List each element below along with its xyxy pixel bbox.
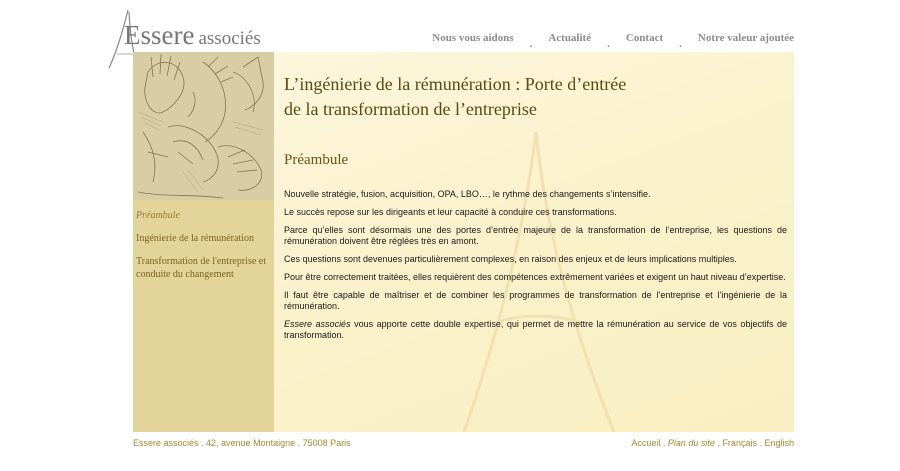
footer-separator: . (756, 438, 765, 448)
paragraph: Ces questions sont devenues particulièrement complexes, en raison des enjeux et de leurs implications multiples. (284, 254, 737, 264)
hands-sketch-image (133, 52, 274, 200)
paragraph (284, 319, 787, 341)
brand-name (124, 22, 261, 49)
side-nav-item-preambule[interactable]: Préambule (136, 210, 180, 221)
page-title-line-2: de la transformation de l’entreprise (284, 99, 537, 119)
side-nav (136, 209, 272, 291)
nav-item-notre-valeur-ajoutee[interactable]: Notre valeur ajoutée (697, 32, 794, 44)
page-title (284, 72, 784, 122)
nav-separator: . (679, 38, 682, 50)
footer-links (631, 438, 794, 448)
footer-address: Essere associés . 42, avenue Montaigne . 75008 Paris (133, 438, 351, 448)
top-nav (432, 32, 794, 50)
nav-item-contact[interactable]: Contact (625, 32, 664, 44)
side-nav-item-ingenierie[interactable]: Ingénierie de la rémunération (136, 233, 254, 244)
paragraph: Nouvelle stratégie, fusion, acquisition, OPA, LBO…, le rythme des changements s’intensifie. (284, 189, 651, 199)
paragraph: Pour être correctement traitées, elles requièrent des compétences extrêmement variées et exigent un haut niveau d’expertise. (284, 272, 786, 282)
paragraph: Il faut être capable de maîtriser et de combiner les programmes de transformation de l’entreprise et l’ingénierie de la rémunération. (284, 290, 787, 311)
side-nav-item-transformation[interactable]: Transformation de l'entreprise et conduite du changement (136, 256, 267, 280)
article-body (284, 189, 787, 348)
footer-link-home[interactable]: Accueil (631, 438, 661, 448)
company-name-emphasis: Essere associés (284, 319, 351, 329)
brand-title: Essere (124, 20, 195, 50)
sidebar (133, 52, 274, 432)
nav-item-nous-vous-aidons[interactable]: Nous vous aidons (432, 32, 514, 44)
nav-separator: . (529, 38, 533, 50)
footer-separator: . (660, 438, 668, 448)
footer-link-french[interactable]: Français (722, 438, 757, 448)
brand-suffix: associés (198, 28, 261, 49)
nav-item-actualite[interactable]: Actualité (548, 32, 592, 44)
footer-link-sitemap[interactable]: Plan du site (667, 438, 715, 448)
paragraph: Le succès repose sur les dirigeants et leur capacité à conduire ces transformations. (284, 207, 617, 217)
page-title-line-1: L’ingénierie de la rémunération : Porte d’entrée (284, 74, 627, 94)
paragraph: Parce qu’elles sont désormais une des portes d’entrée majeure de la transformation de l’entreprise, les questions de rémunération doivent être réglées très en amont. (284, 225, 787, 246)
closing-text: vous apporte cette double expertise, qui permet de mettre la rémunération au service de vos objectifs de transformation. (284, 319, 788, 340)
footer-link-english[interactable]: English (764, 438, 794, 448)
section-title: Préambule (284, 152, 349, 168)
main-content (274, 52, 794, 432)
nav-separator: . (607, 38, 610, 50)
footer-separator: . (714, 438, 723, 448)
